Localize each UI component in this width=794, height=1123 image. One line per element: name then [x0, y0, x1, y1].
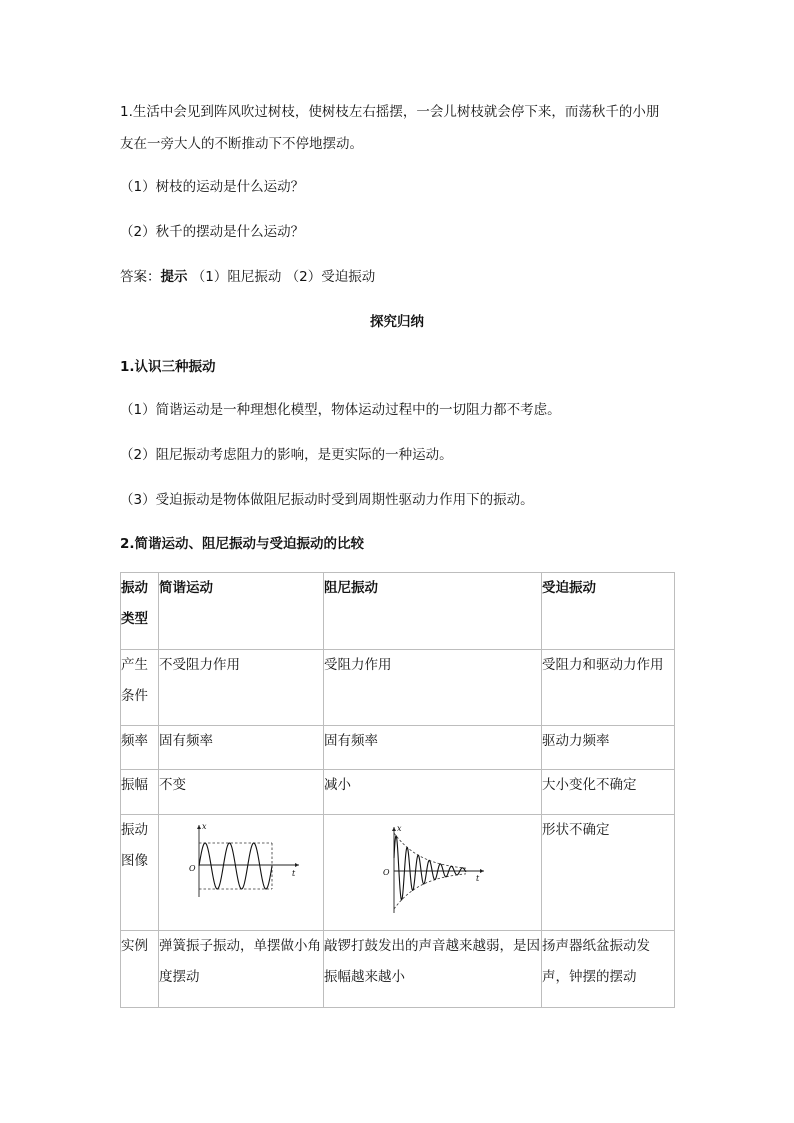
row-label: 振幅: [121, 770, 159, 815]
table-row: [121, 650, 675, 726]
table-cell: 受阻力作用: [324, 650, 542, 726]
shm-t-label: t: [292, 869, 296, 878]
damped-wave: [394, 836, 466, 900]
table-cell: 弹簧振子振动，单摆做小角度摆动: [159, 931, 324, 1008]
table-row: [121, 770, 675, 815]
answer-line: [120, 261, 680, 293]
shm-t-arrow: [295, 863, 299, 867]
section-title: 探究归纳: [370, 314, 424, 330]
header-cell-type: 振动类型: [121, 573, 159, 650]
table-cell: 受阻力和驱动力作用: [542, 650, 675, 726]
shm-graph-cell: [159, 815, 324, 931]
damped-graph-cell: [324, 815, 542, 931]
damped-origin-label: O: [383, 868, 390, 877]
answer-hint: 提示: [160, 269, 188, 285]
table-row: [121, 726, 675, 770]
table-cell: 不受阻力作用: [159, 650, 324, 726]
shm-wave: [199, 843, 272, 889]
damped-graph: [324, 817, 542, 927]
shm-graph: [159, 817, 324, 907]
shm-origin-label: O: [189, 864, 196, 873]
table-cell: 驱动力频率: [542, 726, 675, 770]
table-cell: 扬声器纸盆振动发声，钟摆的摆动: [542, 931, 675, 1008]
point1-item-1: （1）简谐运动是一种理想化模型，物体运动过程中的一切阻力都不考虑。: [120, 402, 561, 418]
header-cell-forced: 受迫振动: [542, 573, 675, 650]
header-cell-damped: 阻尼振动: [324, 573, 542, 650]
answer-text: （1）阻尼振动 （2）受迫振动: [187, 269, 376, 285]
point1-item-2: （2）阻尼振动考虑阻力的影响，是更实际的一种运动。: [120, 447, 453, 463]
table-cell: 形状不确定: [542, 815, 675, 931]
table-cell: 减小: [324, 770, 542, 815]
comparison-table: [120, 572, 675, 1008]
question-line-1: 1.生活中会见到阵风吹过树枝，使树枝左右摇摆，一会儿树枝就会停下来，而荡秋千的小朋: [120, 104, 660, 120]
table-cell: 不变: [159, 770, 324, 815]
row-label: 产生条件: [121, 650, 159, 726]
table-row: [121, 815, 675, 931]
row-label: 实例: [121, 931, 159, 1008]
shm-x-arrow: [197, 825, 201, 829]
table-cell: 大小变化不确定: [542, 770, 675, 815]
damped-t-label: t: [476, 874, 480, 883]
table-cell: 固有频率: [159, 726, 324, 770]
damped-x-label: x: [397, 824, 402, 833]
answer-label: 答案：: [120, 269, 161, 285]
damped-t-arrow: [480, 869, 484, 873]
header-cell-shm: 简谐运动: [159, 573, 324, 650]
point2-heading: 2.简谐运动、阻尼振动与受迫振动的比较: [120, 536, 365, 552]
sub-question-1: （1）树枝的运动是什么运动？: [120, 179, 305, 195]
table-header-row: [121, 573, 675, 650]
table-row: [121, 931, 675, 1008]
question-line-2: 友在一旁大人的不断推动下不停地摆动。: [120, 136, 363, 152]
damped-lower-envelope: [394, 874, 466, 909]
shm-x-label: x: [202, 822, 207, 831]
point1-item-3: （3）受迫振动是物体做阻尼振动时受到周期性驱动力作用下的振动。: [120, 492, 534, 508]
table-cell: 固有频率: [324, 726, 542, 770]
damped-x-arrow: [392, 827, 396, 831]
table-cell: 敲锣打鼓发出的声音越来越弱，是因振幅越来越小: [324, 931, 542, 1008]
row-label: 振动图像: [121, 815, 159, 931]
point1-heading: 1.认识三种振动: [120, 359, 216, 375]
sub-question-2: （2）秋千的摆动是什么运动？: [120, 224, 305, 240]
row-label: 频率: [121, 726, 159, 770]
